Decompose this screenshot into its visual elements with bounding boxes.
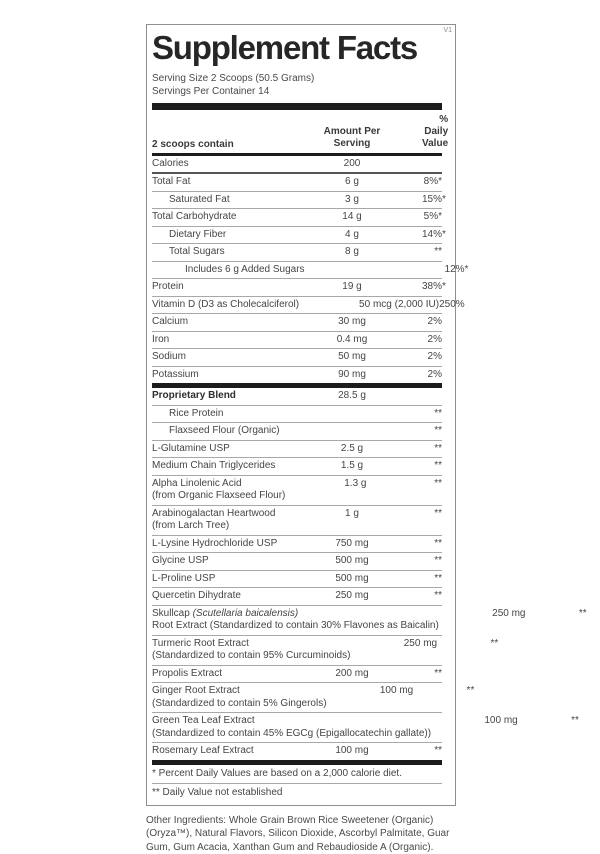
daily-value: **	[434, 590, 442, 602]
amount-per-serving: 500 mg	[335, 555, 369, 567]
thick-divider-bar	[152, 103, 442, 110]
column-header-contain: 2 scoops contain	[152, 138, 234, 150]
amount-per-serving: 200	[343, 157, 361, 169]
table-row	[152, 536, 442, 554]
ingredient-name: Arabinogalactan Heartwood (from Larch Tree)	[152, 507, 276, 532]
ingredient-name: Alpha Linolenic Acid (from Organic Flaxseed Flour)	[152, 477, 286, 502]
amount-per-serving: 19 g	[342, 281, 362, 293]
daily-value: **	[434, 507, 442, 519]
ingredient-name: Calcium	[152, 316, 189, 328]
footnotes	[152, 765, 442, 803]
table-row	[152, 279, 446, 297]
amount-per-serving: 100 mg	[335, 745, 369, 757]
table-row	[152, 209, 442, 227]
amount-per-serving: 30 mg	[338, 316, 366, 328]
daily-value: **	[434, 460, 442, 472]
daily-value: 2%	[427, 333, 442, 345]
ingredient-name: L-Proline USP	[152, 572, 216, 584]
daily-value: 2%	[427, 368, 442, 380]
other-ingredients-text: Other Ingredients: Whole Grain Brown Rice Sweetener (Organic)(Oryza™), Natural Flavors, Silicon Dioxide, Ascorbyl Palmitate, Guar Gum, Gum Acacia, Xanthan Gum and Rebaudioside A (Organic).	[146, 814, 450, 853]
daily-value: **	[434, 442, 442, 454]
table-row	[152, 174, 442, 192]
amount-per-serving: 1.3 g	[344, 477, 367, 489]
amount-per-serving: 8 g	[345, 246, 359, 258]
ingredient-name: L-Lysine Hydrochloride USP	[152, 537, 278, 549]
table-row	[152, 553, 442, 571]
daily-value: 2%	[427, 316, 442, 328]
table-row	[152, 156, 442, 175]
table-row	[152, 441, 442, 459]
daily-value: **	[434, 537, 442, 549]
table-row	[152, 423, 442, 441]
amount-per-serving: 50 mcg (2,000 IU)	[359, 298, 440, 310]
table-row	[152, 227, 446, 245]
amount-per-serving: 1 g	[345, 507, 359, 519]
daily-value: 5%*	[423, 211, 442, 223]
daily-value: **	[466, 685, 475, 697]
table-row	[152, 666, 442, 684]
ingredient-name: Calories	[152, 157, 189, 169]
ingredient-name: Quercetin Dihydrate	[152, 590, 241, 602]
daily-value: 14%*	[422, 228, 446, 240]
column-header-amount: Amount Per Serving	[323, 125, 381, 149]
amount-per-serving: 90 mg	[338, 368, 366, 380]
daily-value: 38%*	[422, 281, 446, 293]
ingredient-name: Medium Chain Triglycerides	[152, 460, 276, 472]
serving-size: Serving Size 2 Scoops (50.5 Grams)	[152, 72, 315, 84]
supplement-facts-box	[146, 24, 587, 806]
daily-value: **	[434, 667, 442, 679]
ingredient-name: Total Fat	[152, 176, 191, 188]
supplement-facts-panel	[146, 24, 587, 854]
daily-value: 12%*	[444, 263, 469, 275]
panel-title: Supplement Facts	[152, 29, 418, 66]
daily-value: **	[434, 407, 442, 419]
amount-per-serving: 3 g	[345, 193, 359, 205]
ingredient-name: Propolis Extract	[152, 667, 223, 679]
ingredient-name: Saturated Fat	[169, 193, 230, 205]
ingredient-name: Rosemary Leaf Extract	[152, 745, 254, 757]
ingredient-name: Total Carbohydrate	[152, 211, 237, 223]
daily-value: 2%	[427, 351, 442, 363]
ingredient-name: Green Tea Leaf Extract (Standardized to contain 45% EGCg (Epigallocatechin gallate))	[152, 715, 432, 739]
daily-value: **	[434, 477, 442, 489]
ingredient-name: Turmeric Root Extract (Standardized to contain 95% Curcuminoids)	[152, 637, 351, 662]
table-row	[152, 297, 465, 315]
amount-per-serving: 250 mg	[492, 607, 526, 619]
column-header-row	[152, 110, 449, 153]
daily-value: **	[490, 637, 499, 649]
table-row	[152, 332, 442, 350]
daily-value: **	[578, 607, 587, 619]
amount-per-serving: 500 mg	[335, 572, 369, 584]
amount-per-serving: 100 mg	[484, 715, 518, 727]
table-row	[152, 636, 499, 666]
table-row	[152, 713, 579, 743]
table-row	[152, 683, 475, 713]
amount-per-serving: 50 mg	[338, 351, 366, 363]
table-row	[152, 367, 442, 384]
ingredient-name: L-Glutamine USP	[152, 442, 230, 454]
version-mark: V1	[443, 27, 452, 34]
amount-per-serving: 100 mg	[379, 685, 414, 697]
daily-value: **	[434, 555, 442, 567]
amount-per-serving: 0.4 mg	[336, 333, 368, 345]
table-row	[152, 506, 442, 536]
daily-value: **	[434, 572, 442, 584]
column-header-daily-value: % Daily Value	[422, 113, 449, 149]
table-row	[152, 349, 442, 367]
daily-value: **	[434, 425, 442, 437]
ingredient-name: Rice Protein	[169, 407, 224, 419]
table-row	[152, 192, 446, 210]
ingredient-name: Vitamin D (D3 as Cholecalciferol)	[152, 298, 300, 310]
daily-value: 15%*	[422, 193, 446, 205]
table-row	[152, 458, 442, 476]
daily-value: **	[571, 715, 579, 727]
ingredient-name: Total Sugars	[169, 246, 225, 258]
amount-per-serving: 200 mg	[335, 667, 369, 679]
footnote-percent-dv: * Percent Daily Values are based on a 2,000 calorie diet.	[152, 765, 442, 785]
table-row	[152, 571, 442, 589]
servings-per-container: Servings Per Container 14	[152, 85, 270, 97]
ingredient-name: Dietary Fiber	[169, 228, 227, 240]
amount-per-serving: 250 mg	[403, 637, 438, 649]
serving-info	[152, 72, 442, 98]
amount-per-serving: 14 g	[342, 211, 362, 223]
table-row	[152, 388, 442, 406]
rows	[152, 156, 587, 765]
table-row	[152, 314, 442, 332]
table-row	[152, 262, 469, 280]
table-row	[152, 588, 442, 606]
daily-value: 250%	[439, 298, 465, 310]
amount-per-serving: 750 mg	[335, 537, 369, 549]
daily-value: **	[434, 745, 442, 757]
ingredient-name: Protein	[152, 281, 184, 293]
table-row	[152, 476, 442, 506]
table-row	[152, 606, 587, 636]
ingredient-name: Glycine USP	[152, 555, 209, 567]
amount-per-serving: 1.5 g	[340, 460, 364, 472]
amount-per-serving: 28.5 g	[338, 390, 366, 402]
ingredient-name: Ginger Root Extract (Standardized to contain 5% Gingerols)	[152, 685, 327, 709]
ingredient-name: Includes 6 g Added Sugars	[185, 263, 305, 275]
amount-per-serving: 2.5 g	[340, 442, 364, 454]
ingredient-name: Proprietary Blend	[152, 390, 236, 402]
ingredient-name: Sodium	[152, 351, 186, 363]
footnote-dv-not-established: ** Daily Value not established	[152, 787, 283, 799]
amount-per-serving: 4 g	[345, 228, 359, 240]
amount-per-serving: 250 mg	[335, 590, 369, 602]
ingredient-name: Skullcap (Scutellaria baicalensis) Root Extract (Standardized to contain 30% Flavones as Baicalin)	[152, 607, 439, 632]
amount-per-serving: 6 g	[345, 176, 359, 188]
daily-value: 8%*	[423, 176, 442, 188]
table-row	[152, 406, 442, 424]
ingredient-name: Iron	[152, 333, 170, 345]
daily-value: **	[434, 246, 442, 258]
ingredient-name: Potassium	[152, 368, 199, 380]
ingredient-name: Flaxseed Flour (Organic)	[169, 425, 280, 437]
table-row	[152, 743, 442, 760]
table-row	[152, 244, 442, 262]
